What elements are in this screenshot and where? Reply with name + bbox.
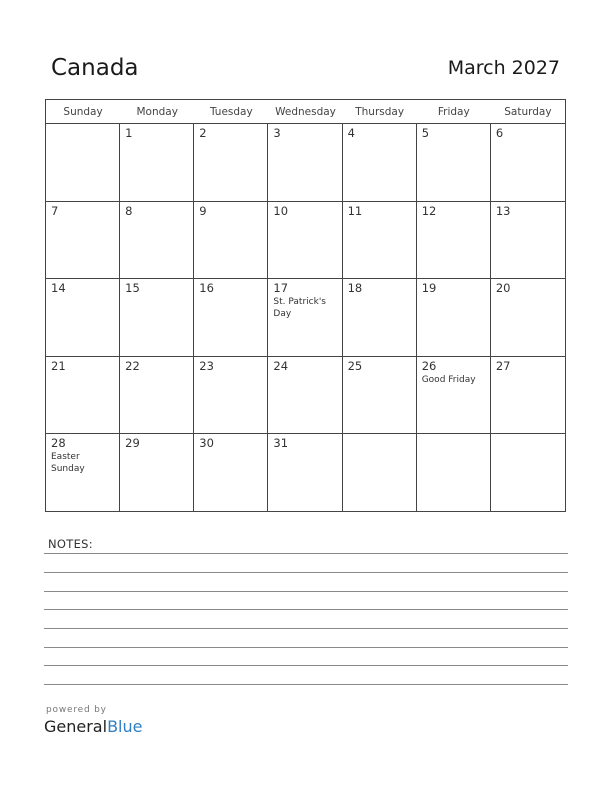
day-number: 10 <box>273 203 289 218</box>
country-title: Canada <box>51 55 139 81</box>
day-number: 15 <box>125 281 140 296</box>
note-line <box>44 628 568 629</box>
day-cell <box>46 434 120 512</box>
day-number: 4 <box>347 126 355 140</box>
day-cell <box>491 124 565 202</box>
day-cell <box>120 357 194 435</box>
day-cell <box>343 202 417 280</box>
day-number: 23 <box>199 358 214 373</box>
weekday-header: Tuesday <box>209 106 253 118</box>
day-cell <box>491 202 565 280</box>
day-cell <box>120 434 194 512</box>
note-line <box>44 665 568 666</box>
day-cell <box>194 434 268 512</box>
notes-label: NOTES: <box>48 537 93 551</box>
day-number: 25 <box>347 358 363 373</box>
weekday-header: Thursday <box>355 106 405 118</box>
day-number: 2 <box>199 126 207 140</box>
day-cell <box>120 124 194 202</box>
weekday-header: Wednesday <box>275 106 336 118</box>
day-number: 8 <box>125 203 133 218</box>
weekday-header: Monday <box>136 106 178 118</box>
day-number: 7 <box>51 203 59 218</box>
note-line <box>44 684 568 685</box>
day-cell <box>343 279 417 357</box>
day-cell <box>194 279 268 357</box>
day-cell <box>268 434 342 512</box>
day-number: 16 <box>199 281 214 296</box>
day-number: 1 <box>125 126 133 140</box>
day-number: 6 <box>495 126 504 140</box>
day-number: 26 <box>421 358 437 373</box>
day-number: 29 <box>125 436 140 451</box>
day-cell <box>343 124 417 202</box>
weekday-header-row <box>46 100 565 124</box>
day-number: 19 <box>421 281 437 296</box>
day-cell <box>417 357 491 435</box>
day-cell <box>268 279 342 357</box>
day-cell <box>417 279 491 357</box>
day-cell <box>46 279 120 357</box>
weekday-header: Sunday <box>63 106 103 118</box>
day-number: 3 <box>273 126 281 140</box>
day-cell <box>491 357 565 435</box>
note-line <box>44 609 568 610</box>
day-number: 13 <box>495 203 511 218</box>
calendar-table <box>45 99 566 512</box>
day-cell <box>120 202 194 280</box>
day-cell <box>343 434 417 512</box>
day-cell <box>46 124 120 202</box>
day-cell <box>343 357 417 435</box>
day-cell <box>491 279 565 357</box>
holiday-label: St. Patrick's Day <box>273 297 326 320</box>
day-number: 22 <box>125 358 140 373</box>
day-number: 20 <box>495 281 511 296</box>
day-cell <box>268 202 342 280</box>
day-cell <box>417 202 491 280</box>
note-line <box>44 572 568 573</box>
weekday-header: Friday <box>437 106 470 118</box>
day-cell <box>194 124 268 202</box>
day-number: 12 <box>421 203 437 218</box>
brand-general-text: General <box>44 717 108 736</box>
day-cell <box>491 434 565 512</box>
day-cell <box>120 279 194 357</box>
day-cell <box>194 202 268 280</box>
day-number: 28 <box>51 436 66 451</box>
day-number: 14 <box>51 281 66 296</box>
day-number: 18 <box>347 281 363 296</box>
day-number: 5 <box>421 126 430 140</box>
day-grid <box>46 124 565 512</box>
note-line <box>44 591 568 592</box>
day-number: 27 <box>495 358 511 373</box>
day-number: 11 <box>347 203 363 218</box>
day-cell <box>46 202 120 280</box>
holiday-label: Easter Sunday <box>51 452 85 475</box>
holiday-label: Good Friday <box>421 374 476 385</box>
note-line <box>44 647 568 648</box>
day-cell <box>46 357 120 435</box>
weekday-header: Saturday <box>504 106 552 118</box>
month-year-title: March 2027 <box>447 57 560 79</box>
brand-logo[interactable] <box>44 717 142 736</box>
day-number: 9 <box>199 203 207 218</box>
day-cell <box>194 357 268 435</box>
day-number: 24 <box>273 358 289 373</box>
day-cell <box>417 124 491 202</box>
brand-blue-text: Blue <box>107 717 143 736</box>
day-number: 17 <box>273 281 289 296</box>
powered-by-text: powered by <box>46 705 107 715</box>
day-cell <box>268 124 342 202</box>
day-number: 30 <box>199 436 214 451</box>
day-number: 21 <box>51 358 66 373</box>
day-number: 31 <box>273 436 289 451</box>
day-cell <box>268 357 342 435</box>
note-line <box>44 553 568 554</box>
day-cell <box>417 434 491 512</box>
